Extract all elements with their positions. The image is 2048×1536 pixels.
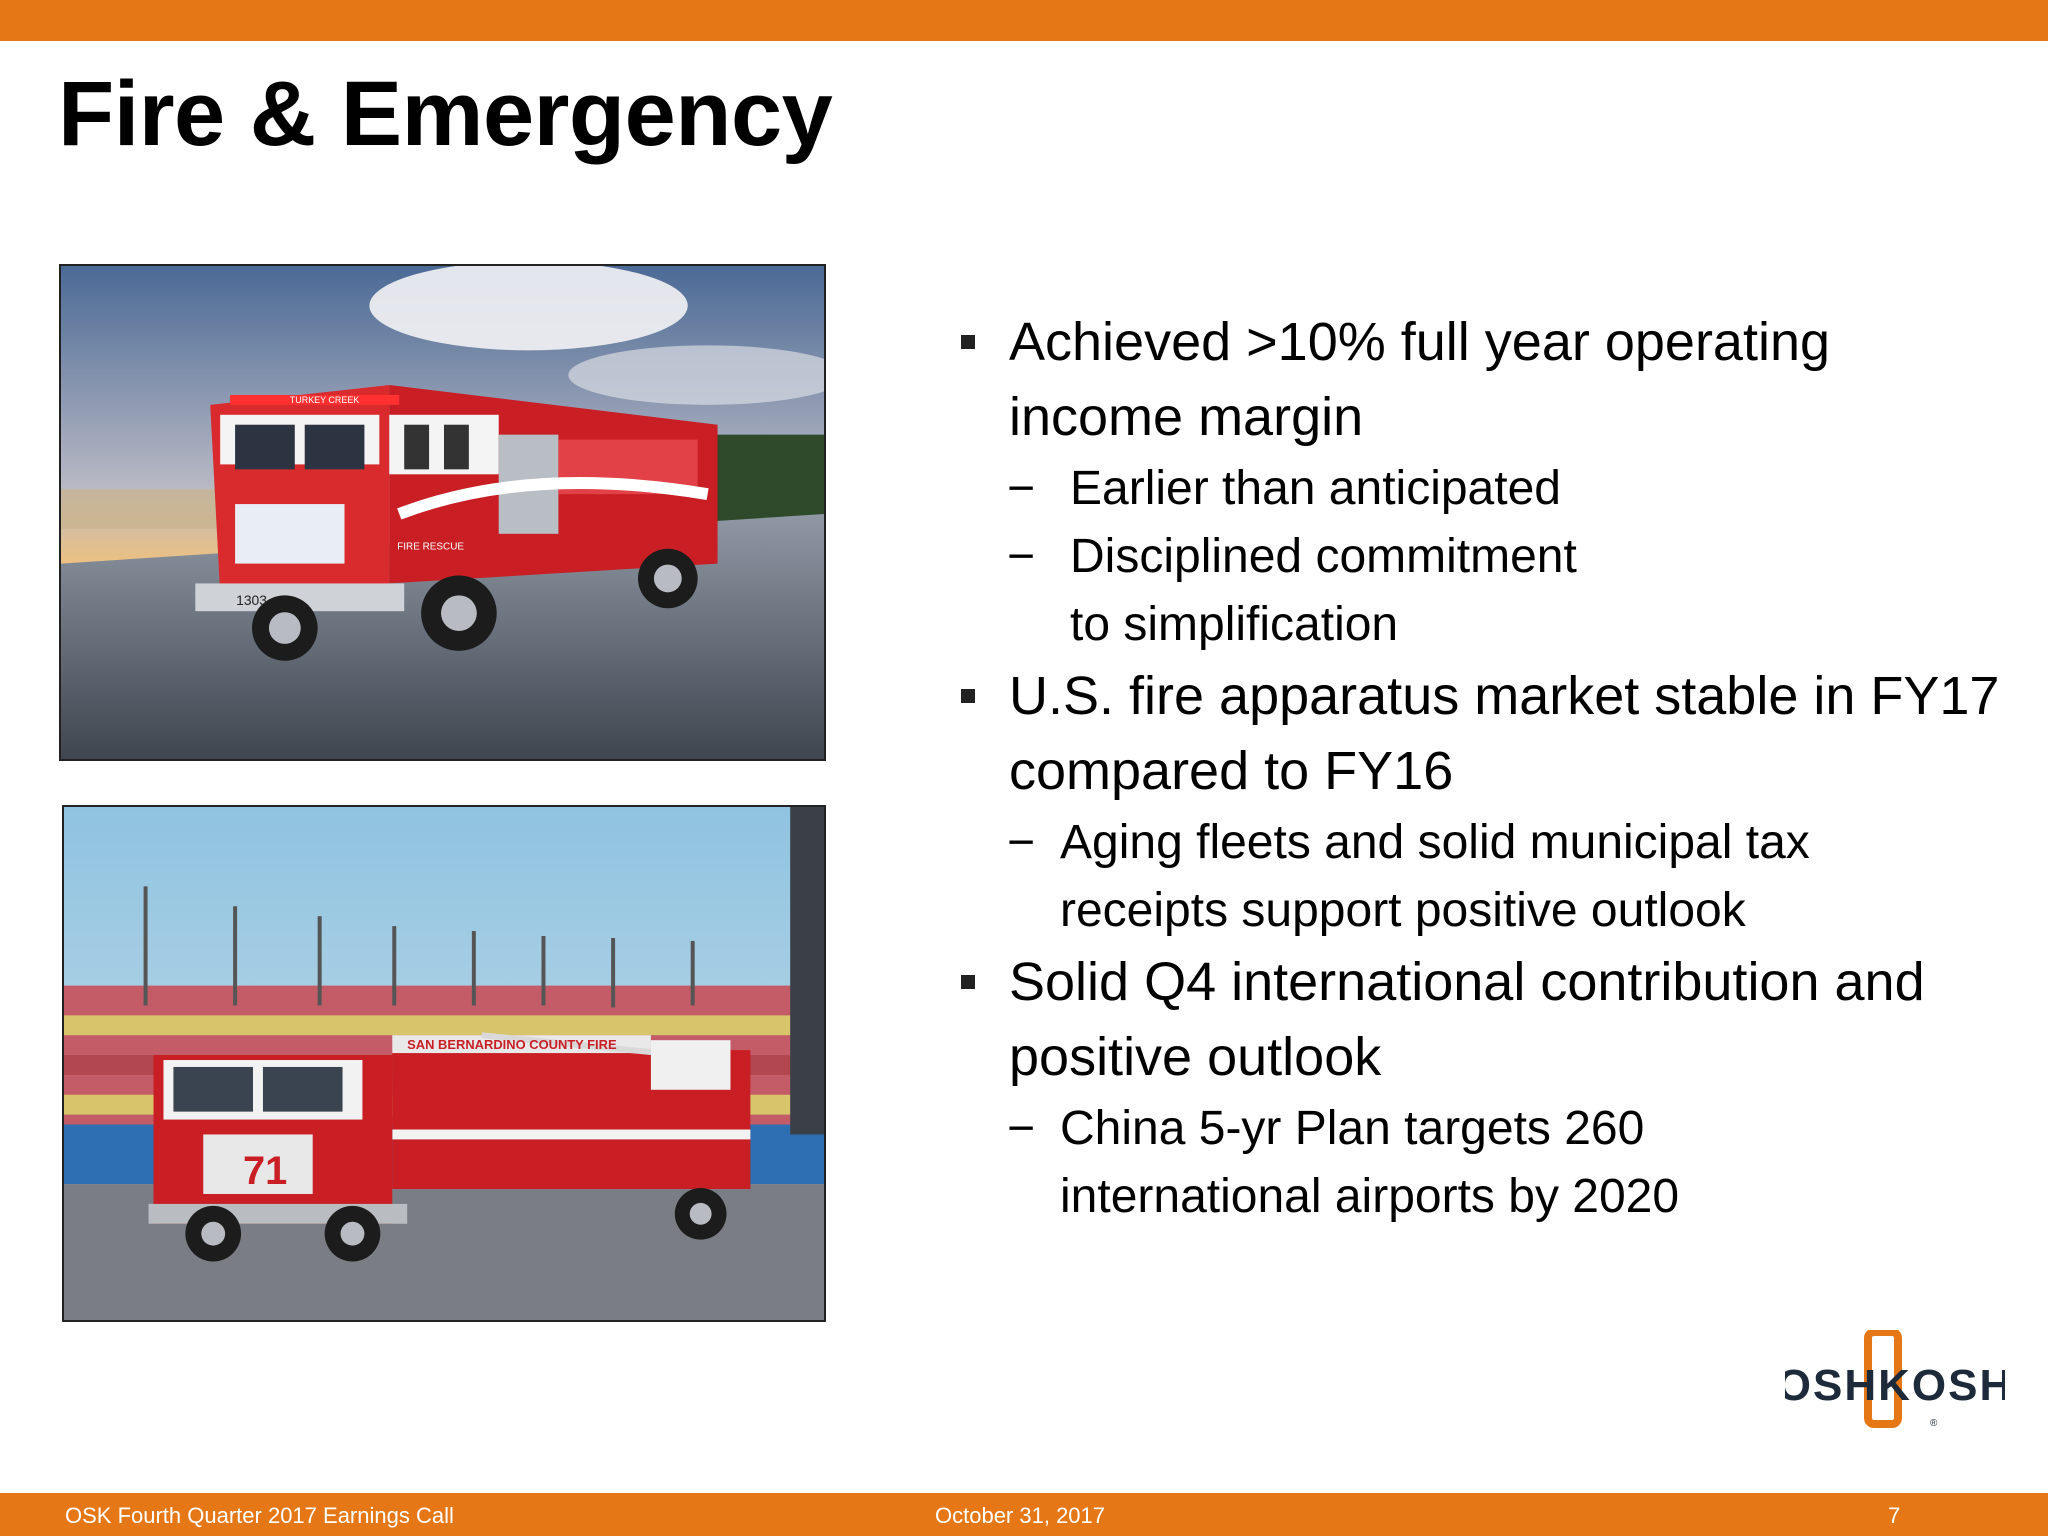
dash-bullet-icon: − [1007, 462, 1036, 515]
square-bullet-icon [961, 975, 975, 989]
dash-bullet-icon: − [1007, 1102, 1036, 1155]
bullet-item: Solid Q4 international contribution and positive outlook [955, 945, 2015, 1095]
sub-bullet-item: − China 5-yr Plan targets 260 international airports by 2020 [955, 1095, 1780, 1231]
svg-text:®: ® [1930, 1418, 1938, 1429]
page-number: 7 [1888, 1503, 1901, 1528]
dash-bullet-icon: − [1007, 816, 1036, 869]
bullet-item: U.S. fire apparatus market stable in FY17 compared to FY16 [955, 659, 2015, 809]
footer-event: OSK Fourth Quarter 2017 Earnings Call [65, 1503, 454, 1528]
svg-text:OSHKOSH: OSHKOSH [1785, 1361, 2005, 1410]
fire-truck-photo-bottom [62, 805, 826, 1322]
sub-bullet-item: − Earlier than anticipated [955, 455, 2015, 523]
dash-bullet-icon: − [1007, 530, 1036, 583]
footer-bar [0, 1493, 2048, 1536]
square-bullet-icon [961, 689, 975, 703]
fire-truck-photo-top [59, 264, 826, 761]
top-accent-bar [0, 0, 2048, 41]
footer-date: October 31, 2017 [935, 1503, 1106, 1528]
truck-side-text: SAN BERNARDINO COUNTY FIRE [407, 1037, 617, 1053]
bullet-item: Achieved >10% full year operating income margin [955, 305, 2015, 455]
sub-bullet-item: − Disciplined commitment to simplification [955, 523, 1630, 659]
square-bullet-icon [961, 335, 975, 349]
truck-unit-number: 71 [243, 1149, 288, 1194]
truck-panel-text: FIRE RESCUE [397, 541, 465, 553]
oshkosh-logo [1785, 1330, 2005, 1430]
truck-side-text: TURKEY CREEK [289, 394, 360, 405]
sub-bullet-item: − Aging fleets and solid municipal tax receipts support positive outlook [955, 809, 1880, 945]
truck-plate: 1303 [236, 592, 268, 609]
bullet-list [955, 305, 2015, 1231]
slide-title: Fire & Emergency [58, 63, 833, 165]
